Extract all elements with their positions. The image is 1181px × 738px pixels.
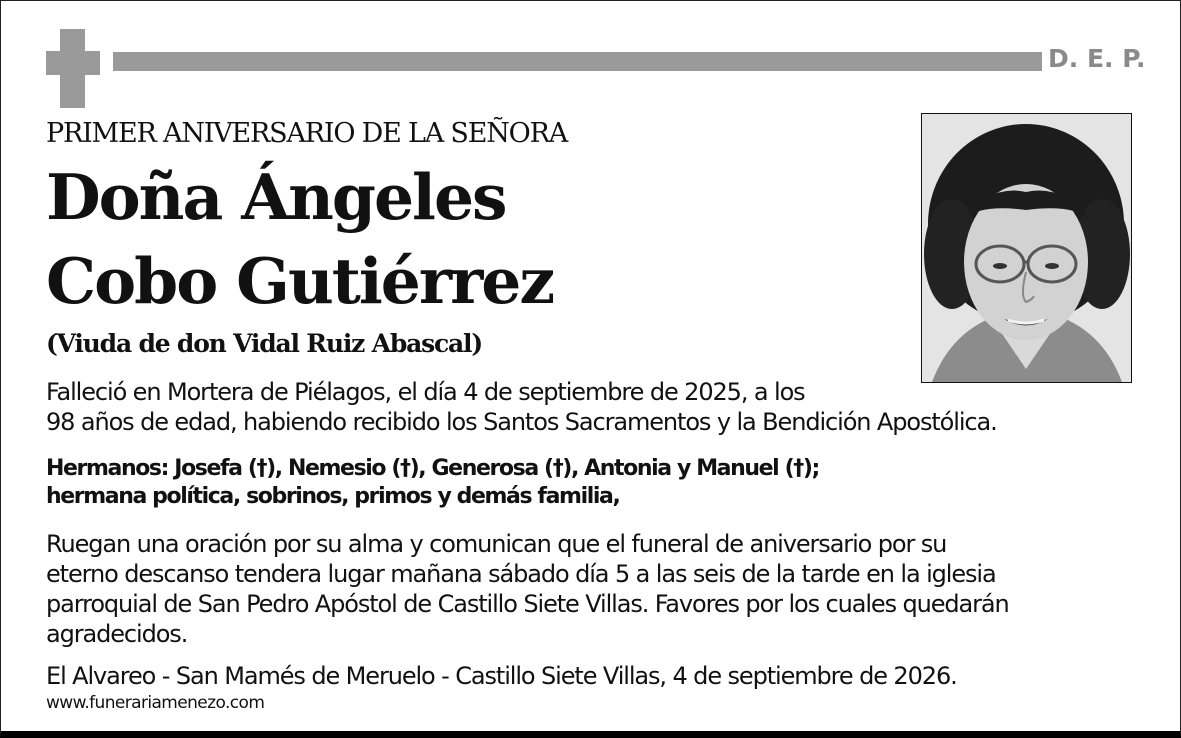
request-text-line: parroquial de San Pedro Apóstol de Castillo Siete Villas. Favores por los cuales quedarán <box>46 590 1009 618</box>
family-text-line: hermana política, sobrinos, primos y demás familia, <box>46 484 620 509</box>
death-text-line: 98 años de edad, habiendo recibido los Santos Sacramentos y la Bendición Apostólica. <box>46 408 997 436</box>
header-rule <box>113 52 1042 71</box>
deceased-name-line-1: Doña Ángeles <box>46 160 506 234</box>
website-link[interactable]: www.funerariamenezo.com <box>46 693 265 713</box>
family-text-line: Hermanos: Josefa (†), Nemesio (†), Generosa (†), Antonia y Manuel (†); <box>46 456 819 481</box>
death-text-line: Falleció en Mortera de Piélagos, el día 4 de septiembre de 2025, a los <box>46 378 805 406</box>
request-text-line: agradecidos. <box>46 620 188 648</box>
deceased-name-line-2: Cobo Gutiérrez <box>46 244 554 318</box>
dep-label: D. E. P. <box>1048 44 1146 73</box>
place-date-line: El Alvareo - San Mamés de Meruelo - Castillo Siete Villas, 4 de septiembre de 2026. <box>46 662 957 690</box>
request-text-line: eterno descanso tendera lugar mañana sábado día 5 a las seis de la tarde en la iglesia <box>46 560 996 588</box>
anniversary-title: PRIMER ANIVERSARIO DE LA SEÑORA <box>46 118 568 149</box>
request-text-line: Ruegan una oración por su alma y comunican que el funeral de aniversario por su <box>46 530 947 558</box>
cross-icon <box>46 29 100 108</box>
portrait-photo <box>921 113 1132 383</box>
widow-subtitle: (Viuda de don Vidal Ruiz Abascal) <box>46 329 482 358</box>
